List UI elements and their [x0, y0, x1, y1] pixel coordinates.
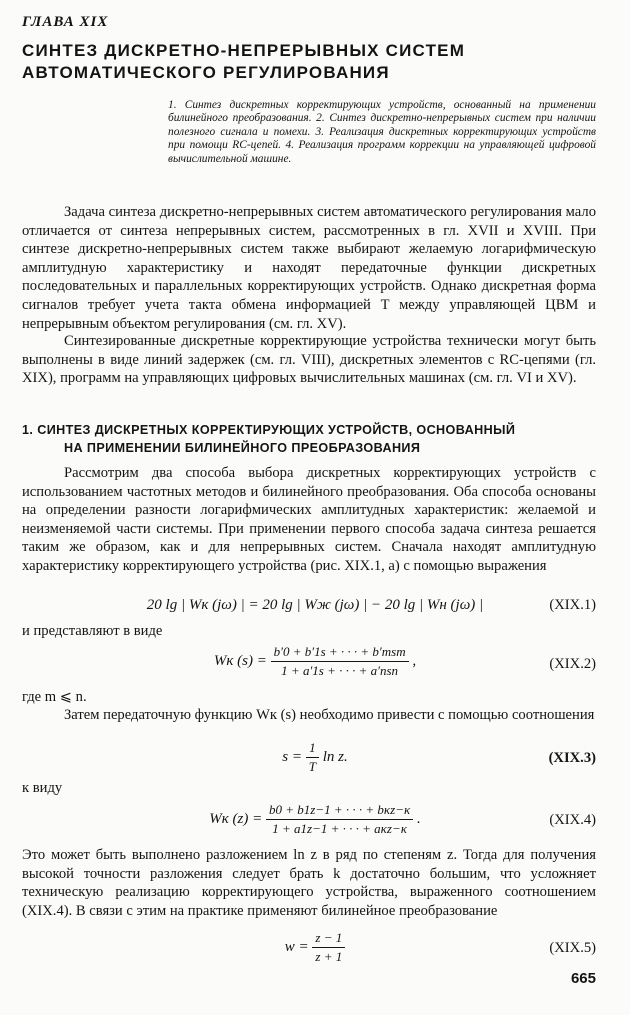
equation-2 [0, 644, 630, 679]
section-heading [22, 421, 596, 457]
chapter-label: ГЛАВА XIX [22, 14, 109, 30]
equation-3-numerator: 1 [306, 740, 319, 758]
equation-2-lhs: Wк (s) = [213, 652, 267, 669]
equation-5-lhs: w = [284, 938, 309, 955]
section-paragraph-2: Затем передаточную функцию Wк (s) необходимо привести с помощью соотношения [64, 707, 595, 723]
equation-4 [0, 802, 630, 837]
equation-4-denominator: 1 + a1z−1 + · · · + aκz−κ [272, 821, 407, 836]
chapter-title-line1: СИНТЕЗ ДИСКРЕТНО-НЕПРЕРЫВНЫХ СИСТЕМ [22, 41, 466, 60]
equation-5-fraction [312, 930, 345, 965]
equation-3-fraction [306, 740, 319, 775]
equation-3-number: (XIX.3) [548, 750, 596, 766]
equation-5-numerator: z − 1 [312, 930, 345, 948]
equation-3-lhs: s = [282, 748, 302, 765]
chapter-contents: 1. Синтез дискретных корректирующих устройств, основанный на применении билинейного преобразования. 2. Синтез дискретно-непрерывных систем при наличии полезного сигнала и помехи. 3. Реализация дискретных корректирующих устройств при помощи RC-цепей. 4. Реализация программ коррекции на управляющей цифровой вычислительной машине. [168, 99, 596, 165]
equation-3 [0, 740, 630, 775]
equation-5-denominator: z + 1 [315, 949, 343, 964]
equation-2-tail: , [412, 652, 417, 669]
equation-2-numerator: b′0 + b′1s + · · · + b′msm [271, 644, 409, 662]
equation-5 [0, 930, 630, 965]
equation-2-fraction [271, 644, 409, 679]
equation-4-numerator: b0 + b1z−1 + · · · + bκz−κ [266, 802, 413, 820]
equation-3-rhs: ln z. [322, 748, 348, 765]
equation-4-fraction [266, 802, 413, 837]
text-and-represent: и представляют в виде [22, 623, 163, 639]
section-heading-line2: НА ПРИМЕНЕНИИ БИЛИНЕЙНОГО ПРЕОБРАЗОВАНИЯ [64, 441, 421, 455]
equation-4-tail: . [416, 810, 421, 827]
equation-3-denominator: T [308, 759, 316, 774]
equation-4-number: (XIX.4) [549, 812, 596, 828]
equation-4-lhs: Wк (z) = [209, 810, 263, 827]
text-where: где m ⩽ n. [22, 689, 87, 705]
intro-paragraph-2: Синтезированные дискретные корректирующие устройства технически могут быть выполнены в виде линий задержек (см. гл. VIII), дискретных элементов с RC-цепями (гл. XIX), программ на управляющих цифровых вычислительных машинах (см. гл. VI и XV). [22, 333, 596, 387]
intro-paragraph-1: Задача синтеза дискретно-непрерывных систем автоматического регулирования мало отличается от синтеза непрерывных систем, рассмотренных в гл. XVII и XVIII. При синтезе дискретно-непрерывных систем также выбирают желаемую логарифмическую амплитудную характеристику и находят передаточные функции дискретных последовательных и параллельных корректирующих устройств. Однако дискретная форма сигналов требует учета такта обмена информацией T между управляющей ЦВМ и непрерывным объектом регулирования (см. гл. XV). [22, 204, 596, 332]
section-heading-line1: 1. СИНТЕЗ ДИСКРЕТНЫХ КОРРЕКТИРУЮЩИХ УСТРОЙСТВ, ОСНОВАННЫЙ [22, 423, 516, 437]
chapter-title [22, 40, 465, 84]
equation-5-number: (XIX.5) [549, 940, 596, 956]
equation-2-denominator: 1 + a′1s + · · · + a′nsn [281, 663, 399, 678]
chapter-title-line2: АВТОМАТИЧЕСКОГО РЕГУЛИРОВАНИЯ [22, 63, 390, 82]
section-paragraph-3: Это может быть выполнено разложением ln z в ряд по степеням z. Тогда для получения высокой точности разложения следует брать k достаточно большим, что усложняет техническую реализацию корректирующего устройства, выраженного соотношением (XIX.4). В связи с этим на практике применяют билинейное преобразование [22, 847, 596, 919]
equation-1-number: (XIX.1) [549, 597, 596, 613]
equation-2-number: (XIX.2) [549, 656, 596, 672]
page-number: 665 [570, 970, 596, 987]
text-to-form: к виду [22, 780, 63, 796]
section-paragraph-1: Рассмотрим два способа выбора дискретных корректирующих устройств с использованием частотных методов и билинейного преобразования. Оба способа основаны на определении разности логарифмических амплитудных характеристик: желаемой и неизменяемой части системы. При применении первого способа задача синтеза решается таким же образом, как и для непрерывных систем. Сначала находят амплитудную характеристику корректирующего устройства (рис. XIX.1, а) с помощью выражения [22, 465, 596, 574]
equation-1: 20 lg | Wк (jω) | = 20 lg | Wж (jω) | − 20 lg | Wн (jω) | [146, 597, 484, 613]
